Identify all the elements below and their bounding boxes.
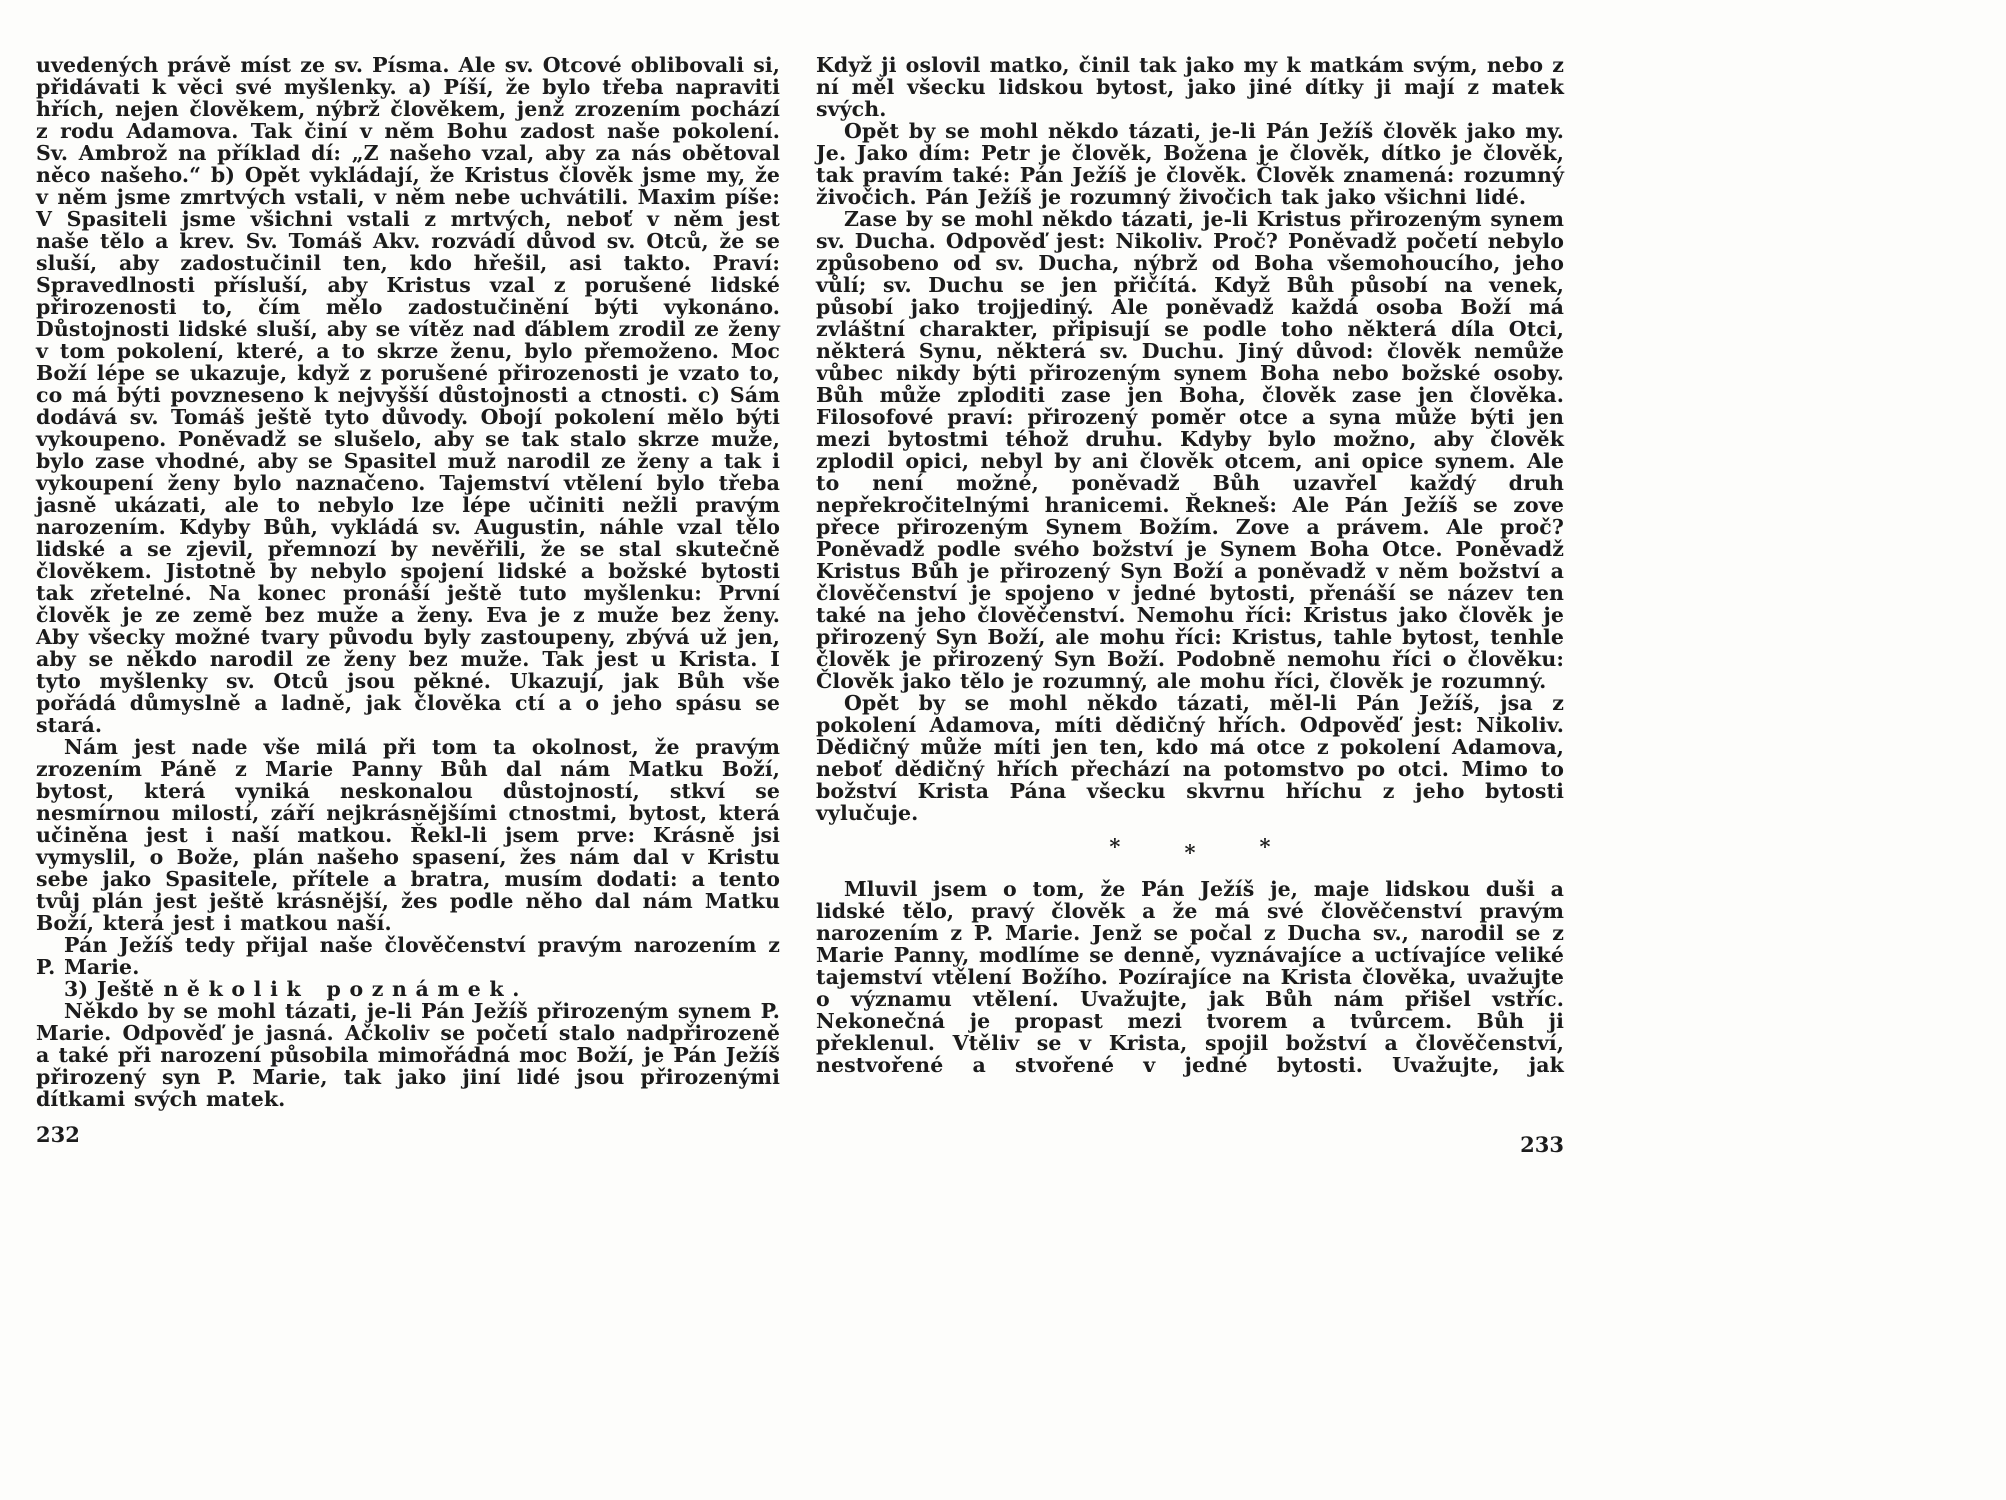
- paragraph: Pán Ježíš tedy přijal naše člověčenství pravým narozením z P. Marie.: [36, 933, 780, 979]
- right-page-text-column: [816, 54, 1564, 1076]
- note-heading-prefix: 3) Ještě: [64, 977, 155, 1001]
- asterisk-separator: [816, 836, 1564, 866]
- note-heading-spaced-text: několik poznámek: [163, 977, 513, 1001]
- left-page-text-column: [36, 54, 780, 1110]
- paragraph: Opět by se mohl někdo tázati, je-li Pán Ježíš člověk jako my. Je. Jako dím: Petr je člověk, Božena je člověk, dítko je člověk, tak pravím také: Pán Ježíš je člověk. Člověk znamená: rozumný živočich. Pán Ježíš je rozumný živočich tak jako všichni lidé.: [816, 119, 1564, 209]
- page-number-right: 233: [1520, 1132, 1564, 1157]
- page-number-left: 232: [36, 1122, 80, 1147]
- asterisk-ornament: *: [1259, 834, 1271, 859]
- paragraph: uvedených právě míst ze sv. Písma. Ale sv. Otcové oblibovali si, přidávati k věci své myšlenky. a) Píší, že bylo třeba napraviti hřích, nejen člověkem, nýbrž člověkem, jenž zrozením pochází z rodu Adamova. Tak činí v něm Bohu zadost naše pokolení. Sv. Ambrož na příklad dí: „Z našeho vzal, aby za nás obětoval něco našeho.“ b) Opět vykládají, že Kristus člověk jsme my, že v něm jsme zmrtvých vstali, v něm nebe uchvátili. Maxim píše: V Spasiteli jsme všichni vstali z mrtvých, neboť v něm jest naše tělo a krev. Sv. Tomáš Akv. rozvádí důvod sv. Otců, že se sluší, aby zadostučinil ten, kdo hřešil, asi takto. Praví: Spravedlnosti přísluší, aby Kristus vzal z porušené lidské přirozenosti to, čím mělo zadostučinění býti vykonáno. Důstojnosti lidské sluší, aby se vítěz nad ďáblem zrodil ze ženy v tom pokolení, které, a to skrze ženu, bylo přemoženo. Moc Boží lépe se ukazuje, když z porušené přirozenosti je vzato to, co má býti povzneseno k nejvyšší důstojnosti a ctnosti. c) Sám dodává sv. Tomáš ještě tyto důvody. Obojí pokolení mělo býti vykoupeno. Poněvadž se slušelo, aby se tak stalo skrze muže, bylo zase vhodné, aby se Spasitel muž narodil ze ženy a tak i vykoupení ženy bylo naznačeno. Tajemství vtělení bylo třeba jasně ukázati, ale to nebylo lze lépe učiniti nežli pravým narozením. Kdyby Bůh, vykládá sv. Augustin, náhle vzal tělo lidské a se zjevil, přemnozí by nevěřili, že se stal skutečně člověkem. Jistotně by nebylo spojení lidské a božské bytosti tak zřetelné. Na konec pronáší ještě tuto myšlenku: První člověk je ze země bez muže a ženy. Eva je z muže bez ženy. Aby všecky možné tvary původu byly zastoupeny, zbývá už jen, aby se někdo narodil ze ženy bez muže. Tak jest u Krista. I tyto myšlenky sv. Otců jsou pěkné. Ukazují, jak Bůh vše pořádá důmyslně a ladně, jak člověka ctí a o jeho spásu se stará.: [36, 53, 780, 737]
- asterisk-ornament: *: [1109, 834, 1121, 859]
- paragraph: Když ji oslovil matko, činil tak jako my k matkám svým, nebo z ní měl všecku lidskou bytost, jako jiné dítky ji mají z matek svých.: [816, 53, 1564, 121]
- note-heading: [36, 978, 780, 1000]
- paragraph: Mluvil jsem o tom, že Pán Ježíš je, maje lidskou duši a lidské tělo, pravý člověk a že má své člověčenství pravým narozením z P. Marie. Jenž se počal z Ducha sv., narodil se z Marie Panny, modlíme se denně, vyznávajíce a uctívajíce veliké tajemství vtělení Božího. Pozírajíce na Krista člověka, uvažujte o významu vtělení. Uvažujte, jak Bůh nám přišel vstříc. Nekonečná je propast mezi tvorem a tvůrcem. Bůh ji překlenul. Vtěliv se v Krista, spojil božství a člověčenství, nestvořené a stvořené v jedné bytosti. Uvažujte, jak: [816, 877, 1564, 1077]
- paragraph: Někdo by se mohl tázati, je-li Pán Ježíš přirozeným synem P. Marie. Odpověď je jasná. Ačkoliv se početí stalo nadpřirozeně a také při narození působila mimořádná moc Boží, je Pán Ježíš přirozený syn P. Marie, tak jako jiní lidé jsou přirozenými dítkami svých matek.: [36, 999, 780, 1111]
- asterisk-ornament: *: [1184, 840, 1196, 865]
- paragraph: Opět by se mohl někdo tázati, měl-li Pán Ježíš, jsa z pokolení Adamova, míti dědičný hřích. Odpověď jest: Nikoliv. Dědičný může míti jen ten, kdo má otce z pokolení Adamova, neboť dědičný hřích přechází na potomstvo po otci. Mimo to božství Krista Pána všecku skvrnu hříchu z jeho bytosti vylučuje.: [816, 691, 1564, 825]
- paragraph: Nám jest nade vše milá při tom ta okolnost, že pravým zrozením Páně z Marie Panny Bůh dal nám Matku Boží, bytost, která vyniká neskonalou důstojností, stkví se nesmírnou milostí, září nejkrásnějšími ctnostmi, bytost, která učiněna jest i naší matkou. Řekl-li jsem prve: Krásně jsi vymyslil, o Bože, plán našeho spasení, žes nám dal v Kristu sebe jako Spasitele, přítele a bratra, musím dodati: a tento tvůj plán jest ještě krásnější, žes podle něho dal nám Matku Boží, která jest i matkou naší.: [36, 735, 780, 935]
- note-heading-suffix: .: [512, 977, 520, 1001]
- paragraph: Zase by se mohl někdo tázati, je-li Kristus přirozeným synem sv. Ducha. Odpověď jest: Nikoliv. Proč? Poněvadž početí nebylo způsobeno od sv. Ducha, nýbrž od Boha všemohoucího, jeho vůlí; sv. Duchu se jen přičítá. Když Bůh působí na venek, působí jako trojjediný. Ale poněvadž každá osoba Boží má zvláštní charakter, připisují se podle toho některá díla Otci, některá Synu, některá sv. Duchu. Jiný důvod: člověk nemůže vůbec nikdy býti přirozeným synem Boha nebo božské osoby. Bůh může zploditi zase jen Boha, člověk zase jen člověka. Filosofové praví: přirozený poměr otce a syna může býti jen mezi bytostmi téhož druhu. Kdyby bylo možno, aby člověk zplodil opici, nebyl by ani člověk otcem, ani opice synem. Ale to není možné, poněvadž Bůh uzavřel každý druh nepřekročitelnými hranicemi. Řekneš: Ale Pán Ježíš se zove přece přirozeným Synem Božím. Zove a právem. Ale proč? Poněvadž podle svého božství je Synem Boha Otce. Poněvadž Kristus Bůh je přirozený Syn Boží a poněvadž v něm božství a člověčenství je spojeno v jedné bytosti, přenáší se název ten také na jeho člověčenství. Nemohu říci: Kristus jako člověk je přirozený Syn Boží, ale mohu říci: Kristus, tahle bytost, tenhle člověk je přirozený Syn Boží. Podobně nemohu říci o člověku: Člověk jako tělo je rozumný, ale mohu říci, člověk je rozumný.: [816, 207, 1564, 693]
